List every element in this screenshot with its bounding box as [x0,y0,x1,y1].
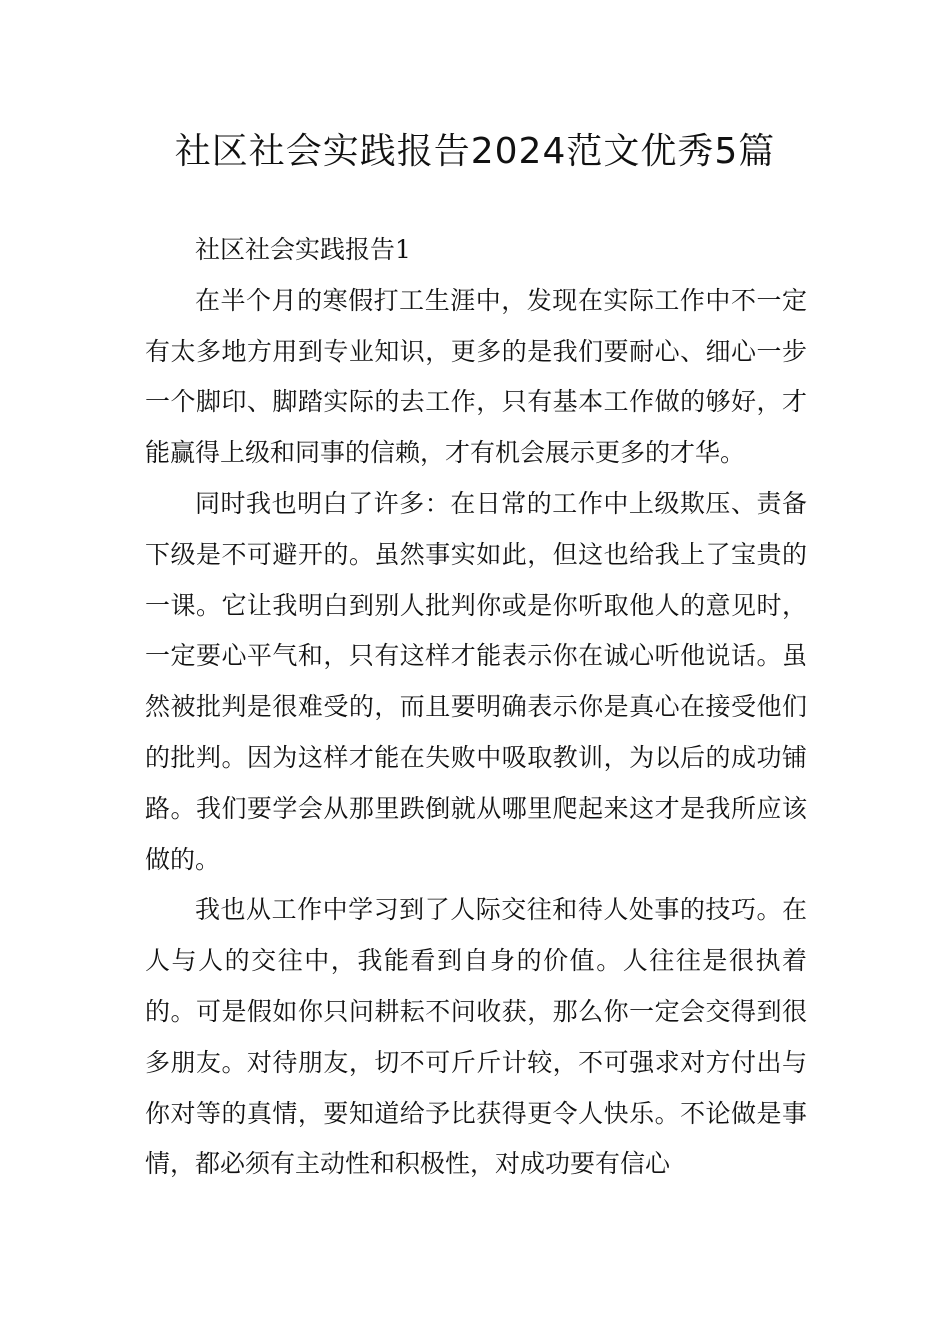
section-heading: 社区社会实践报告1 [195,235,411,264]
paragraph-1: 在半个月的寒假打工生涯中，发现在实际工作中不一定有太多地方用到专业知识，更多的是我们要耐心、细心一步一个脚印、脚踏实际的去工作，只有基本工作做的够好，才能赢得上级和同事的信赖，才有机会展示更多的才华。 [145,285,807,468]
paragraph-3: 我也从工作中学习到了人际交往和待人处事的技巧。在人与人的交往中，我能看到自身的价值。人往往是很执着的。可是假如你只问耕耘不问收获，那么你一定会交得到很多朋友。对待朋友，切不可斤斤计较，不可强求对方付出与你对等的真情，要知道给予比获得更令人快乐。不论做是事情，都必须有主动性和积极性，对成功要有信心 [145,895,807,1179]
paragraph-2: 同时我也明白了许多：在日常的工作中上级欺压、责备下级是不可避开的。虽然事实如此，但这也给我上了宝贵的一课。它让我明白到别人批判你或是你听取他人的意见时，一定要心平气和，只有这样才能表示你在诚心听他说话。虽然被批判是很难受的，而且要明确表示你是真心在接受他们的批判。因为这样才能在失败中吸取教训，为以后的成功铺路。我们要学会从那里跌倒就从哪里爬起来这才是我所应该做的。 [145,488,807,874]
document-title: 社区社会实践报告2024范文优秀5篇 [174,131,776,172]
document-body [145,225,807,1190]
